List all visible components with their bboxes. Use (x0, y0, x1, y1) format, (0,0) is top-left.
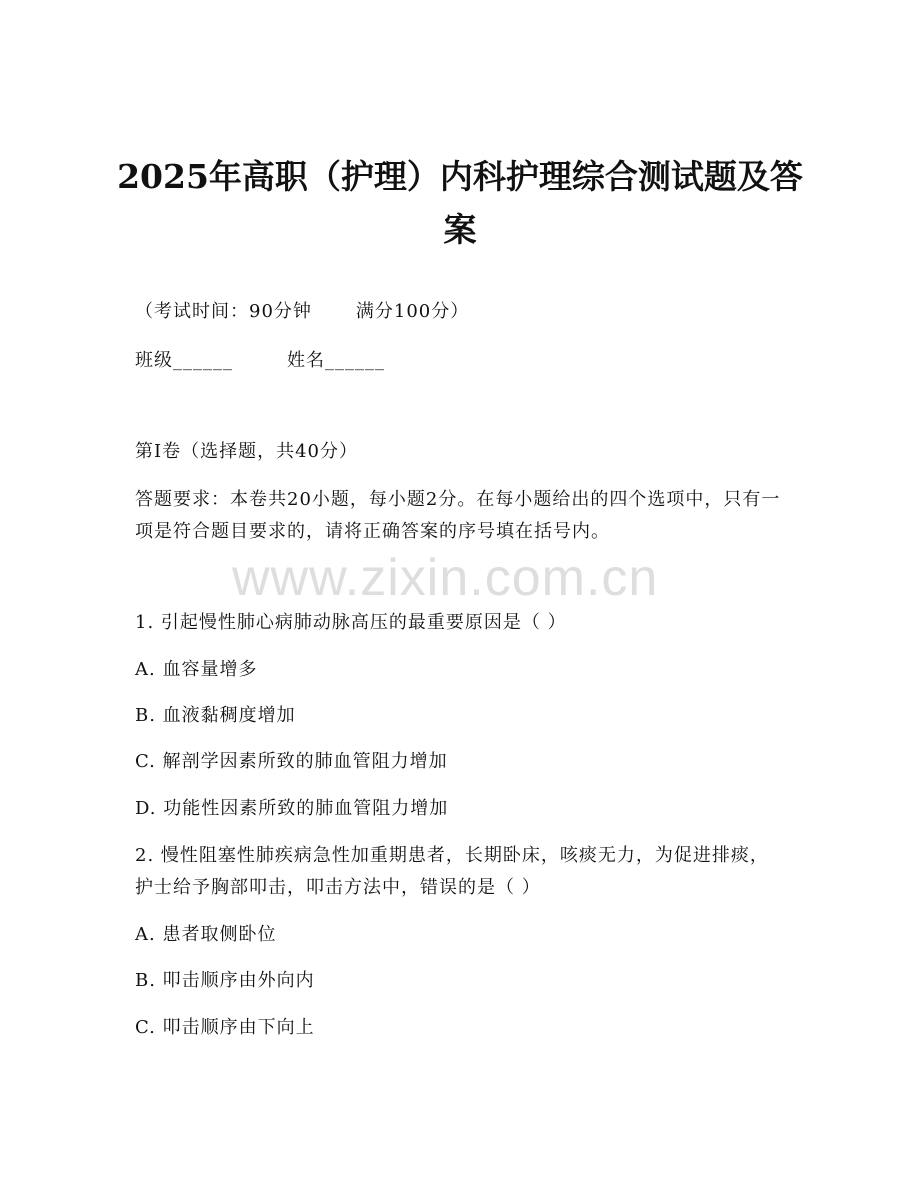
question-2-option-a: A. 患者取侧卧位 (135, 924, 277, 945)
question-2-stem: 2. 慢性阻塞性肺疾病急性加重期患者，长期卧床，咳痰无力，为促进排痰，护士给予胸部叩击，叩击方法中，错误的是（ ） (135, 845, 769, 898)
section-heading: 第I卷（选择题，共40分） (135, 441, 359, 462)
question-1-option-c: C. 解剖学因素所致的肺血管阻力增加 (135, 751, 448, 772)
class-field: 班级______ (135, 350, 233, 371)
question-1-option-d: D. 功能性因素所致的肺血管阻力增加 (135, 798, 449, 819)
exam-score: 满分100分） (355, 301, 470, 322)
student-fields (135, 347, 385, 375)
question-2-option-b: B. 叩击顺序由外向内 (135, 970, 315, 991)
exam-info (135, 298, 469, 326)
question-1-stem: 1. 引起慢性肺心病肺动脉高压的最重要原因是（ ） (135, 612, 567, 633)
question-2-option-c: C. 叩击顺序由下向上 (135, 1017, 315, 1038)
watermark: www.zixin.com.cn (232, 549, 659, 607)
section-instructions: 答题要求：本卷共20小题，每小题2分。在每小题给出的四个选项中，只有一项是符合题目要求的，请将正确答案的序号填在括号内。 (135, 489, 781, 542)
exam-time: （考试时间：90分钟 (135, 301, 312, 322)
question-1-option-a: A. 血容量增多 (135, 659, 258, 680)
question-1-option-b: B. 血液黏稠度增加 (135, 705, 296, 726)
name-field: 姓名______ (287, 350, 385, 371)
document-title: 2025年高职（护理）内科护理综合测试题及答案 (117, 157, 803, 249)
